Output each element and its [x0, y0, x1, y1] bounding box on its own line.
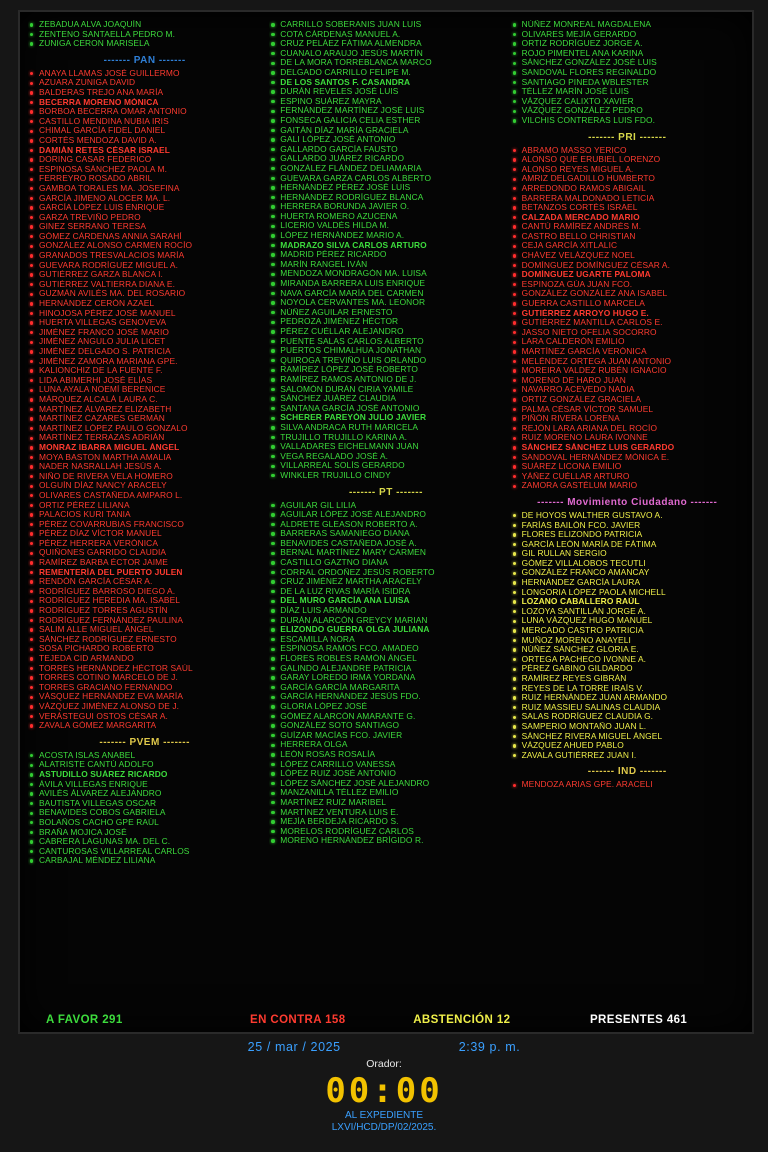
legislator-vote-row: MADRAZO SILVA CARLOS ARTURO	[269, 241, 502, 251]
legislator-vote-row: SUÁREZ LICONA EMILIO	[511, 462, 744, 472]
legislator-vote-row: CEJA GARCÍA XITLALIC	[511, 241, 744, 251]
legislator-vote-row: VÁZQUEZ GONZÁLEZ PEDRO	[511, 106, 744, 116]
legislator-vote-row: OLIVARES CASTAÑEDA AMPARO L.	[28, 491, 261, 501]
orador-label: Orador:	[366, 1058, 402, 1070]
legislator-vote-row: QUIÑONES GARRIDO CLAUDIA	[28, 548, 261, 558]
legislator-vote-row: AVILÉS ÁLVAREZ ALEJANDRO	[28, 789, 261, 799]
legislator-vote-row: FERREYRO ROSADO ABRIL	[28, 174, 261, 184]
legislator-vote-row: PEDROZA JIMÉNEZ HÉCTOR	[269, 317, 502, 327]
legislator-vote-row: AZUARA ZUNIGA DAVID	[28, 78, 261, 88]
legislator-vote-row: DOMÍNGUEZ DOMÍNGUEZ CÉSAR A.	[511, 261, 744, 271]
legislator-vote-row: TORRES COTINO MARCELO DE J.	[28, 673, 261, 683]
legislator-vote-row: OLIVARES MEJÍA GERARDO	[511, 30, 744, 40]
legislator-vote-row: AGUILAR GIL LILIA	[269, 501, 502, 511]
legislator-vote-row: GUTIÉRREZ VALTIERRA DIANA E.	[28, 280, 261, 290]
legislator-vote-row: VILLARREAL SOLÍS GERARDO	[269, 461, 502, 471]
legislator-vote-row: SÁNCHEZ RIVERA MIGUEL ÁNGEL	[511, 732, 744, 742]
footer-date: 25 / mar / 2025	[247, 1040, 341, 1054]
legislator-vote-row: MELÉNDEZ ORTEGA JUAN ANTONIO	[511, 357, 744, 367]
legislator-vote-row: GARAY LOREDO IRMA YORDANA	[269, 673, 502, 683]
legislator-vote-row: MARTÍNEZ RUIZ MARIBEL	[269, 798, 502, 808]
legislator-vote-row: TRUJILLO TRUJILLO KARINA A.	[269, 433, 502, 443]
legislator-vote-row: MARTÍNEZ CAZARES GERMÁN	[28, 414, 261, 424]
legislator-vote-row: PALMA CÉSAR VÍCTOR SAMUEL	[511, 405, 744, 415]
legislator-vote-row: CANTUROSAS VILLARREAL CARLOS	[28, 847, 261, 857]
legislator-vote-row: GÓMEZ CÁRDENAS ANNIA SARAHÍ	[28, 232, 261, 242]
legislator-vote-row: ASTUDILLO SUÁREZ RICARDO	[28, 770, 261, 780]
legislator-vote-row: DURÁN ALARCÓN GREYCY MARIAN	[269, 616, 502, 626]
legislator-vote-row: CARRILLO SOBERANIS JUAN LUIS	[269, 20, 502, 30]
legislator-vote-row: REJÓN LARA ARIANA DEL ROCÍO	[511, 424, 744, 434]
legislator-vote-row: SALIM ALLE MIGUEL ÁNGEL	[28, 625, 261, 635]
legislator-vote-row: AMRIZ DELGADILLO HUMBERTO	[511, 174, 744, 184]
legislator-vote-row: ZUNIGA CERON MARISELA	[28, 39, 261, 49]
legislator-vote-row: BORBOA BECERRA OMAR ANTONIO	[28, 107, 261, 117]
legislator-vote-row: HUERTA VILLEGAS GENOVEVA	[28, 318, 261, 328]
legislator-vote-row: NAVA GARCÍA MARÍA DEL CARMEN	[269, 289, 502, 299]
legislator-vote-row: MEJÍA BERDEJA RICARDO S.	[269, 817, 502, 827]
legislator-vote-row: PIÑÓN RIVERA LORENA	[511, 414, 744, 424]
legislator-vote-row: ROJO PIMENTEL ANA KARINA	[511, 49, 744, 59]
legislator-vote-row: DOMÍNGUEZ UGARTE PALOMA	[511, 270, 744, 280]
legislator-vote-row: PÉREZ CUÉLLAR ALEJANDRO	[269, 327, 502, 337]
legislator-vote-row: RAMÍREZ LÓPEZ JOSÉ ROBERTO	[269, 365, 502, 375]
legislator-vote-row: LICERIO VALDÉS HILDA M.	[269, 221, 502, 231]
legislator-vote-row: ALDRETE GLEASON ROBERTO A.	[269, 520, 502, 530]
legislator-vote-row: ANAYA LLAMAS JOSÉ GUILLERMO	[28, 69, 261, 79]
legislator-vote-row: MUÑOZ MORENO ANAYELI	[511, 636, 744, 646]
legislator-vote-row: LUNA AYALA NOEMÍ BERENICE	[28, 385, 261, 395]
legislator-vote-row: BOLAÑOS CACHO GPE RAÚL	[28, 818, 261, 828]
legislator-vote-row: LONGORIA LÓPEZ PAOLA MICHELL	[511, 588, 744, 598]
legislator-vote-row: SILVA ANDRACA RUTH MARICELA	[269, 423, 502, 433]
legislator-vote-row: RAMÍREZ RAMOS ANTONIO DE J.	[269, 375, 502, 385]
vote-column	[24, 20, 265, 994]
legislator-vote-row: BETANZOS CORTÉS ISRAEL	[511, 203, 744, 213]
legislator-vote-row: NAVARRO ACEVEDO NADIA	[511, 385, 744, 395]
legislator-vote-row: CRUZ JIMÉNEZ MARTHA ARACELY	[269, 577, 502, 587]
legislator-vote-row: GÓMEZ VILLALOBOS TECUTLI	[511, 559, 744, 569]
legislator-vote-row: SÁNCHEZ SÁNCHEZ LUIS GERARDO	[511, 443, 744, 453]
legislator-vote-row: LARA CALDERÓN EMILIO	[511, 337, 744, 347]
legislator-vote-row: HERNÁNDEZ RODRÍGUEZ BLANCA	[269, 193, 502, 203]
legislator-vote-row: FERNÁNDEZ MARTÍNEZ JOSÉ LUIS	[269, 106, 502, 116]
legislator-vote-row: GONZÁLEZ GONZÁLEZ ANA ISABEL	[511, 289, 744, 299]
legislator-vote-row: SANDOVAL FLORES REGINALDO	[511, 68, 744, 78]
legislator-vote-row: VÁZQUEZ CALIXTO XAVIER	[511, 97, 744, 107]
legislator-vote-row: GONZÁLEZ SOTO SANTIAGO	[269, 721, 502, 731]
legislator-vote-row: CUANALO ARAUJO JESÚS MARTÍN	[269, 49, 502, 59]
legislator-vote-row: MIRANDA BARRERA LUIS ENRIQUE	[269, 279, 502, 289]
legislator-vote-row: DAMIÁN RETES CÉSAR ISRAEL	[28, 146, 261, 156]
legislator-vote-row: NÚÑEZ MONREAL MAGDALENA	[511, 20, 744, 30]
legislator-vote-row: PÉREZ COVARRUBIAS FRANCISCO	[28, 520, 261, 530]
legislator-vote-row: GÓMEZ ALARCÓN AMARANTE G.	[269, 712, 502, 722]
legislator-vote-row: ZAVALA GÓMEZ MARGARITA	[28, 721, 261, 731]
expediente-label: AL EXPEDIENTE	[345, 1110, 423, 1121]
legislator-vote-row: GUEVARA RODRÍGUEZ MIGUEL A.	[28, 261, 261, 271]
legislator-vote-row: MARTÍNEZ ÁLVAREZ ELIZABETH	[28, 405, 261, 415]
legislator-vote-row: VILCHIS CONTRERAS LUIS FDO.	[511, 116, 744, 126]
legislator-vote-row: DELGADO CARRILLO FELIPE M.	[269, 68, 502, 78]
legislator-vote-row: HERRERA OLGA	[269, 740, 502, 750]
legislator-vote-row: GUERRA CASTILLO MARCELA	[511, 299, 744, 309]
legislator-vote-row: GONZÁLEZ FRANCO AMANCAY	[511, 568, 744, 578]
legislator-vote-row: RODRÍGUEZ BARROSO DIEGO A.	[28, 587, 261, 597]
legislator-vote-row: REYES DE LA TORRE IRAÍS V.	[511, 684, 744, 694]
legislator-vote-row: DURÁN REVELES JOSÉ LUIS	[269, 87, 502, 97]
legislator-vote-row: SCHERER PAREYÓN JULIO JAVIER	[269, 413, 502, 423]
legislator-vote-row: VÁSQUEZ HERNÁNDEZ EVA MARÍA	[28, 692, 261, 702]
legislator-vote-row: GRANADOS TRESVALACIOS MARÍA	[28, 251, 261, 261]
legislator-vote-row: PÉREZ HERRERA VERÓNICA	[28, 539, 261, 549]
legislator-vote-row: AGUILAR LÓPEZ JOSÉ ALEJANDRO	[269, 510, 502, 520]
legislator-vote-row: BENAVIDES COBOS GABRIELA	[28, 808, 261, 818]
board-footer	[0, 1040, 768, 1134]
vote-column	[507, 20, 748, 994]
legislator-vote-row: COTA CÁRDENAS MANUEL A.	[269, 30, 502, 40]
legislator-vote-row: GARCÍA JIMENO ALOCER MA. L.	[28, 194, 261, 204]
legislator-vote-row: FLORES ROBLES RAMÓN ÁNGEL	[269, 654, 502, 664]
legislator-vote-row: JIMÉNEZ ANGULO JULIA LICET	[28, 337, 261, 347]
legislator-vote-row: SALAS RODRÍGUEZ CLAUDIA G.	[511, 712, 744, 722]
legislator-vote-row: GUTIÉRREZ ARROYO HUGO E.	[511, 309, 744, 319]
legislator-vote-row: CABRERA LAGUNAS MA. DEL C.	[28, 837, 261, 847]
legislator-vote-row: VEGA REGALADO JOSÉ A.	[269, 452, 502, 462]
legislator-vote-row: CHIMAL GARCÍA FIDEL DANIEL	[28, 126, 261, 136]
legislator-vote-row: PÉREZ GABINO GILDARDO	[511, 664, 744, 674]
legislator-vote-row: QUIROGA TREVIÑO LUIS ORLANDO	[269, 356, 502, 366]
legislator-vote-row: CASTRO BELLO CHRISTIAN	[511, 232, 744, 242]
legislator-vote-row: BARRERAS SAMANIEGO DIANA	[269, 529, 502, 539]
legislator-vote-row: TEJEDA CID ARMANDO	[28, 654, 261, 664]
legislator-vote-row: BARRERA MALDONADO LETICIA	[511, 194, 744, 204]
group-title: ------- PRI -------	[588, 131, 667, 143]
legislator-vote-row: ARREDONDO RAMOS ABIGAIL	[511, 184, 744, 194]
legislator-vote-row: LOZOYA SANTILLÁN JORGE A.	[511, 607, 744, 617]
legislator-vote-row: FONSECA GALICIA CELIA ESTHER	[269, 116, 502, 126]
legislator-vote-row: GAMBOA TORALES MA. JOSEFINA	[28, 184, 261, 194]
legislator-vote-row: RAMÍREZ BARBA ÉCTOR JAIME	[28, 558, 261, 568]
legislator-vote-row: GUÍZAR MACÍAS FCO. JAVIER	[269, 731, 502, 741]
legislator-vote-row: CHÁVEZ VELÁZQUEZ NOEL	[511, 251, 744, 261]
legislator-vote-row: GARCÍA HERNÁNDEZ JESÚS FDO.	[269, 692, 502, 702]
legislator-vote-row: BAUTISTA VILLEGAS OSCAR	[28, 799, 261, 809]
legislator-vote-row: ORTIZ RODRÍGUEZ JORGE A.	[511, 39, 744, 49]
legislator-vote-row: GARCÍA GARCÍA MARGARITA	[269, 683, 502, 693]
legislator-vote-row: ZAVALA GUTIÉRREZ JUAN I.	[511, 751, 744, 761]
legislator-vote-row: HERNÁNDEZ GARCÍA LAURA	[511, 578, 744, 588]
legislator-vote-row: ALATRISTE CANTÚ ADOLFO	[28, 760, 261, 770]
legislator-vote-row: GUTIÉRREZ MANTILLA CARLOS E.	[511, 318, 744, 328]
legislator-vote-row: ZEBADUA ALVA JOAQUÍN	[28, 20, 261, 30]
legislator-vote-row: GONZÁLEZ ALONSO CARMEN ROCÍO	[28, 241, 261, 251]
group-title: ------- PAN -------	[103, 54, 186, 66]
legislator-vote-row: GALLARDO GARCÍA FAUSTO	[269, 145, 502, 155]
legislator-vote-row: ORTIZ GONZÁLEZ GRACIELA	[511, 395, 744, 405]
legislator-vote-row: VALLADARES EICHELMANN JUAN	[269, 442, 502, 452]
legislator-vote-row: CORTÉS MENDOZA DAVID A.	[28, 136, 261, 146]
legislator-vote-row: DE HOYOS WALTHER GUSTAVO A.	[511, 511, 744, 521]
legislator-vote-row: VÁZQUEZ AHUED PABLO	[511, 741, 744, 751]
legislator-vote-row: ESCAMILLA NORA	[269, 635, 502, 645]
legislator-vote-row: NIÑO DE RIVERA VELA HOMERO	[28, 472, 261, 482]
legislator-vote-row: GONZÁLEZ FLÁNDEZ DELIAMARIA	[269, 164, 502, 174]
legislator-vote-row: ESPINO SUÁREZ MAYRA	[269, 97, 502, 107]
legislator-vote-row: SANDOVAL HERNÁNDEZ MÓNICA E.	[511, 453, 744, 463]
legislator-vote-row: LÓPEZ HERNÁNDEZ MARIO A.	[269, 231, 502, 241]
vote-columns	[20, 12, 752, 994]
legislator-vote-row: MOYA BASTON MARTHA AMALIA	[28, 453, 261, 463]
legislator-vote-row: ZENTENO SANTAELLA PEDRO M.	[28, 30, 261, 40]
legislator-vote-row: MÁRQUEZ ALCALÁ LAURA C.	[28, 395, 261, 405]
legislator-vote-row: RAMÍREZ REYES GIBRÁN	[511, 674, 744, 684]
legislator-vote-row: MARTÍNEZ LÓPEZ PAULO GONZALO	[28, 424, 261, 434]
legislator-vote-row: VÁZQUEZ JIMÉNEZ ALONSO DE J.	[28, 702, 261, 712]
legislator-vote-row: GALLARDO JUÁREZ RICARDO	[269, 154, 502, 164]
legislator-vote-row: MENDOZA MONDRAGÓN MA. LUISA	[269, 269, 502, 279]
legislator-vote-row: SOSA PICHARDO ROBERTO	[28, 644, 261, 654]
legislator-vote-row: RENDÓN GARCÍA CÉSAR A.	[28, 577, 261, 587]
legislator-vote-row: VERÁSTEGUI OSTOS CÉSAR A.	[28, 712, 261, 722]
group-title: ------- PT -------	[348, 486, 423, 498]
legislator-vote-row: SALOMÓN DURÁN CIRIA YAMILE	[269, 385, 502, 395]
legislator-vote-row: LUNA VÁZQUEZ HUGO MANUEL	[511, 616, 744, 626]
legislator-vote-row: MORENO HERNÁNDEZ BRÍGIDO R.	[269, 836, 502, 846]
legislator-vote-row: LOZANO CABALLERO RAÚL	[511, 597, 744, 607]
expediente-id: LXVI/HCD/DP/02/2025.	[331, 1122, 437, 1133]
legislator-vote-row: DE LA MORA TORREBLANCA MARCO	[269, 58, 502, 68]
legislator-vote-row: MOREIRA VALDEZ RUBÉN IGNACIO	[511, 366, 744, 376]
legislator-vote-row: NÚÑEZ SÁNCHEZ GLORIA E.	[511, 645, 744, 655]
speaker-clock: 00:00	[325, 1071, 443, 1111]
legislator-vote-row: GARCÍA LÓPEZ LUIS ENRIQUE	[28, 203, 261, 213]
legislator-vote-row: MANZANILLA TÉLLEZ EMILIO	[269, 788, 502, 798]
legislator-vote-row: PUERTOS CHIMALHUA JONATHAN	[269, 346, 502, 356]
legislator-vote-row: RODRÍGUEZ TORRES AGUSTÍN	[28, 606, 261, 616]
legislator-vote-row: FLORES ELIZONDO PATRICIA	[511, 530, 744, 540]
vote-column	[265, 20, 506, 994]
legislator-vote-row: GIL RULLAN SERGIO	[511, 549, 744, 559]
legislator-vote-row: MARÍN RANGEL IVÁN	[269, 260, 502, 270]
legislator-vote-row: GALINDO ALEJANDRE PATRICIA	[269, 664, 502, 674]
legislator-vote-row: BECERRA MORENO MÓNICA	[28, 98, 261, 108]
legislator-vote-row: REMENTERÍA DEL PUERTO JULEN	[28, 568, 261, 578]
legislator-vote-row: MADRID PÉREZ RICARDO	[269, 250, 502, 260]
legislator-vote-row: ÁVILA VILLEGAS ENRIQUE	[28, 780, 261, 790]
legislator-vote-row: BENAVIDES CASTAÑEDA JOSÉ A.	[269, 539, 502, 549]
legislator-vote-row: HUERTA ROMERO AZUCENA	[269, 212, 502, 222]
legislator-vote-row: HERNÁNDEZ CERÓN AZAEL	[28, 299, 261, 309]
legislator-vote-row: GUTIÉRREZ GARZA BLANCA I.	[28, 270, 261, 280]
legislator-vote-row: RUIZ HERNÁNDEZ JUAN ARMANDO	[511, 693, 744, 703]
legislator-vote-row: MERCADO CASTRO PATRICIA	[511, 626, 744, 636]
legislator-vote-row: LEÓN ROSAS ROSALÍA	[269, 750, 502, 760]
legislator-vote-row: MARTÍNEZ VENTURA LUIS E.	[269, 808, 502, 818]
legislator-vote-row: RODRÍGUEZ HEREDIA MA. ISABEL	[28, 596, 261, 606]
legislator-vote-row: GUEVARA GARZA CARLOS ALBERTO	[269, 174, 502, 184]
legislator-vote-row: ALONSO QUE ERUBIEL LORENZO	[511, 155, 744, 165]
legislator-vote-row: SÁNCHEZ GONZÁLEZ JOSÉ LUIS	[511, 58, 744, 68]
legislator-vote-row: ORTEGA PACHECO IVONNE A.	[511, 655, 744, 665]
legislator-vote-row: CASTILLO GAZTNO DIANA	[269, 558, 502, 568]
legislator-vote-row: GARZA TREVIÑO PEDRO	[28, 213, 261, 223]
legislator-vote-row: PÉREZ DÍAZ VÍCTOR MANUEL	[28, 529, 261, 539]
legislator-vote-row: LIDA ABIMERHI JOSÉ ELÍAS	[28, 376, 261, 386]
legislator-vote-row: NADER NASRALLAH JESÚS A.	[28, 462, 261, 472]
group-title: ------- PVEM -------	[99, 736, 190, 748]
legislator-vote-row: DEL MURO GARCÍA ANA LUISA	[269, 596, 502, 606]
legislator-vote-row: ACOSTA ISLAS ANABEL	[28, 751, 261, 761]
legislator-vote-row: GLORIA LÓPEZ JOSÉ	[269, 702, 502, 712]
legislator-vote-row: CALZADA MERCADO MARIO	[511, 213, 744, 223]
legislator-vote-row: YÁÑEZ CUÉLLAR ARTURO	[511, 472, 744, 482]
legislator-vote-row: SÁNCHEZ RODRÍGUEZ ERNESTO	[28, 635, 261, 645]
legislator-vote-row: NÚÑEZ AGUILAR ERNESTO	[269, 308, 502, 318]
legislator-vote-row: SÁNCHEZ JUÁREZ CLAUDIA	[269, 394, 502, 404]
footer-datetime	[0, 1040, 768, 1054]
legislator-vote-row: RUIZ MORENO LAURA IVONNE	[511, 433, 744, 443]
legislator-vote-row: GAITÁN DÍAZ MARÍA GRACIELA	[269, 126, 502, 136]
group-title: ------- IND -------	[587, 766, 667, 778]
legislator-vote-row: SAMPERIO MONTAÑO JUAN L.	[511, 722, 744, 732]
legislator-vote-row: ALONSO REYES MIGUEL A.	[511, 165, 744, 175]
legislator-vote-row: ORTIZ PÉREZ LILIANA	[28, 501, 261, 511]
legislator-vote-row: RUIZ MASSIEU SALINAS CLAUDIA	[511, 703, 744, 713]
legislator-vote-row: ESPINOZA GÚA JUAN FCO.	[511, 280, 744, 290]
legislator-vote-row: TÉLLEZ MARÍN JOSÉ LUIS	[511, 87, 744, 97]
legislator-vote-row: DE LA LUZ RIVAS MARÍA ISIDRA	[269, 587, 502, 597]
legislator-vote-row: MORELOS RODRÍGUEZ CARLOS	[269, 827, 502, 837]
total-presentes: PRESENTES 461	[589, 1014, 688, 1026]
legislator-vote-row: MARTÍNEZ TERRAZAS ADRIÁN	[28, 433, 261, 443]
legislator-vote-row: JIMÉNEZ DELGADO S. PATRICIA	[28, 347, 261, 357]
legislator-vote-row: GINEZ SERRANO TERESA	[28, 222, 261, 232]
legislator-vote-row: ABRAMO MASSO YERICO	[511, 146, 744, 156]
legislator-vote-row: GALI LÓPEZ JOSÉ ANTONIO	[269, 135, 502, 145]
legislator-vote-row: DE LOS SANTOS F. CASANDRA	[269, 78, 502, 88]
legislator-vote-row: OLGUÍN DÍAZ NANCY ARACELY	[28, 481, 261, 491]
legislator-vote-row: JIMÉNEZ FRANCO JOSÉ MARIO	[28, 328, 261, 338]
legislator-vote-row: RODRÍGUEZ FERNÁNDEZ PAULINA	[28, 616, 261, 626]
legislator-vote-row: DÍAZ LUIS ARMANDO	[269, 606, 502, 616]
legislator-vote-row: KALIONCHIZ DE LA FUENTE F.	[28, 366, 261, 376]
legislator-vote-row: DORING CASAR FEDERICO	[28, 155, 261, 165]
total-abstencion: ABSTENCIÓN 12	[413, 1014, 511, 1026]
legislator-vote-row: WINKLER TRUJILLO CINDY	[269, 471, 502, 481]
vote-display-board	[18, 10, 754, 1034]
legislator-vote-row: CARBAJAL MÉNDEZ LILIANA	[28, 856, 261, 866]
legislator-vote-row: CRUZ PELÁEZ FÁTIMA ALMENDRA	[269, 39, 502, 49]
legislator-vote-row: ZAMORA GASTÉLUM MARIO	[511, 481, 744, 491]
legislator-vote-row: GUZMÁN AVILÉS MA. DEL ROSARIO	[28, 289, 261, 299]
legislator-vote-row: CORRAL ORDOÑEZ JESÚS ROBERTO	[269, 568, 502, 578]
legislator-vote-row: MORENO DE HARO JUAN	[511, 376, 744, 386]
legislator-vote-row: ESPINOSA SÁNCHEZ PAOLA M.	[28, 165, 261, 175]
legislator-vote-row: FARÍAS BAILÓN FCO. JAVIER	[511, 521, 744, 531]
legislator-vote-row: LÓPEZ CARRILLO VANESSA	[269, 760, 502, 770]
group-title: ------- Movimiento Ciudadano -------	[537, 496, 718, 508]
legislator-vote-row: HERNÁNDEZ PÉREZ JOSÉ LUIS	[269, 183, 502, 193]
legislator-vote-row: JASSO NIETO OFELIA SOCORRO	[511, 328, 744, 338]
legislator-vote-row: CASTILLO MENDINA NUBIA IRIS	[28, 117, 261, 127]
legislator-vote-row: MENDOZA ARIAS GPE. ARACELI	[511, 780, 744, 790]
legislator-vote-row: PALACIOS KURI TANIA	[28, 510, 261, 520]
legislator-vote-row: HINOJOSA PÉREZ JOSÉ MANUEL	[28, 309, 261, 319]
legislator-vote-row: MONRAZ IBARRA MIGUEL ÁNGEL	[28, 443, 261, 453]
legislator-vote-row: BERNAL MARTÍNEZ MARY CARMEN	[269, 548, 502, 558]
legislator-vote-row: SANTANA GARCÍA JOSÉ ANTONIO	[269, 404, 502, 414]
total-contra: EN CONTRA 158	[250, 1014, 346, 1026]
legislator-vote-row: SANTIAGO PINEDA WBLESTER	[511, 78, 744, 88]
legislator-vote-row: BALDERAS TREJO ANA MARÍA	[28, 88, 261, 98]
legislator-vote-row: TORRES GRACIANO FERNANDO	[28, 683, 261, 693]
legislator-vote-row: JIMÉNEZ ZAMORA MARIANA GPE.	[28, 357, 261, 367]
legislator-vote-row: ESPINOSA RAMOS FCO. AMADEO	[269, 644, 502, 654]
total-favor: A FAVOR 291	[46, 1014, 123, 1026]
legislator-vote-row: TORRES HERNÁNDEZ HÉCTOR SAÚL	[28, 664, 261, 674]
legislator-vote-row: PUENTE SALAS CARLOS ALBERTO	[269, 337, 502, 347]
legislator-vote-row: NOYOLA CERVANTES MA. LEONOR	[269, 298, 502, 308]
legislator-vote-row: HERRERA BORUNDA JAVIER O.	[269, 202, 502, 212]
vote-totals	[20, 1014, 752, 1026]
legislator-vote-row: MARTÍNEZ GARCÍA VERÓNICA	[511, 347, 744, 357]
legislator-vote-row: ELIZONDO GUERRA OLGA JULIANA	[269, 625, 502, 635]
legislator-vote-row: LÓPEZ SÁNCHEZ JOSÉ ALEJANDRO	[269, 779, 502, 789]
legislator-vote-row: BRAÑA MOJICA JOSÉ	[28, 828, 261, 838]
footer-time: 2:39 p. m.	[458, 1040, 521, 1054]
legislator-vote-row: CANTÚ RAMÍREZ ANDRÉS M.	[511, 222, 744, 232]
legislator-vote-row: LÓPEZ RUIZ JOSÉ ANTONIO	[269, 769, 502, 779]
legislator-vote-row: GARCÍA LEÓN MARÍA DE FÁTIMA	[511, 540, 744, 550]
